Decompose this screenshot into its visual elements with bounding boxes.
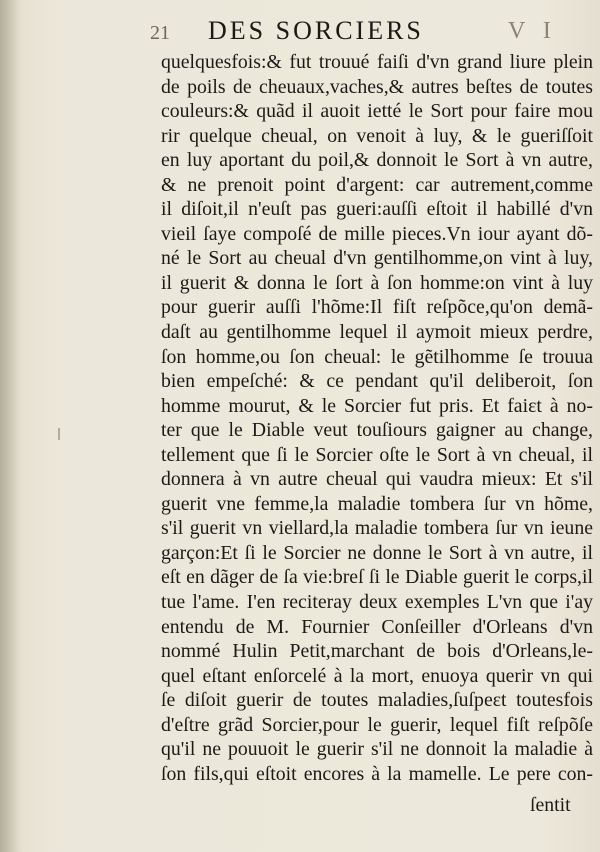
gutter-shadow [0,0,22,852]
text-line: guerit vne femme,la maladie tombera ſur vn hõme, [161,492,593,515]
text-line: garçon:Et ſi le Sorcier ne donne le Sort à vn autre, il [161,541,593,564]
text-line: qu'il ne pouuoit le guerir s'il ne donnoit la maladie à [161,738,593,761]
text-line: tellement que ſi le Sorcier oſte le Sort à vn cheual, il [161,443,593,466]
text-line: bien empeſché: & ce pendant qu'il deliberoit, ſon [161,370,593,393]
text-line: & ne prenoit point d'argent: car autrement,comme [161,173,593,196]
text-line: s'il guerit vn viellard,la maladie tombera ſur vn ieune [161,517,593,540]
text-line: daſt au gentilhomme lequel il aymoit mieux perdre, [161,321,593,344]
text-line: en luy aportant du poil,& donnoit le Sort à vn autre, [161,149,593,172]
catchword: ſentit [530,794,571,816]
page-header [0,14,600,48]
text-line: ſon homme,ou ſon cheual: le gẽtilhomme ſe trouua [161,345,593,368]
text-line: ſe diſoit guerir de toutes maladies,ſuſpeɛt toutesfois [161,689,593,712]
text-line: il diſoit,il n'euſt pas gueri:auſſi eſtoit il habillé d'vn [161,198,593,221]
margin-mark [58,428,60,440]
text-line: couleurs:& quãd il auoit ietté le Sort pour faire mou [161,100,593,123]
text-line: de poils de cheuaux,vaches,& autres beſtes de toutes [161,75,593,98]
text-line: nommé Hulin Petit,marchant de bois d'Orleans,le- [161,640,593,663]
text-line: il guerit & donna le ſort à ſon homme:on vint à luy [161,271,593,294]
text-line: d'eſtre grãd Sorcier,pour le guerir, lequel fiſt reſpõſe [161,713,593,736]
running-head: DES SORCIERS [208,16,424,45]
body-text [161,50,593,786]
text-line: donnera à vn autre cheual qui vaudra mieux: Et s'il [161,468,593,491]
text-line: rir quelque cheual, on venoit à luy, & le gueriſſoit [161,124,593,147]
text-line: quel eſtant enſorcelé à la mort, enuoya querir vn qui [161,664,593,687]
text-line: homme mourut, & le Sorcier fut pris. Et faiɛt à no- [161,394,593,417]
text-line: pour guerir auſſi l'hõme:Il fiſt reſpõce,qu'on demã- [161,296,593,319]
text-line: entendu de M. Fournier Conſeiller d'Orleans d'vn [161,615,593,638]
signature-mark: V I [508,18,557,44]
text-line: vieil ſaye compoſé de mille pieces.Vn iour ayant dõ- [161,222,593,245]
folio-number: 21 [150,22,170,44]
text-line: ſon fils,qui eſtoit encores à la mamelle. Le pere con- [161,762,593,785]
text-line: ter que le Diable veut touſiours gaigner au change, [161,419,593,442]
text-line: tue l'ame. I'en reciteray deux exemples L'vn que i'ay [161,591,593,614]
text-line: né le Sort au cheual d'vn gentilhomme,on vint à luy, [161,247,593,270]
text-line: eſt en dãger de ſa vie:breſ ſi le Diable guerit le corps,il [161,566,593,589]
text-line: quelquesfois:& fut trouué faiſi d'vn grand liure plein [161,51,593,73]
